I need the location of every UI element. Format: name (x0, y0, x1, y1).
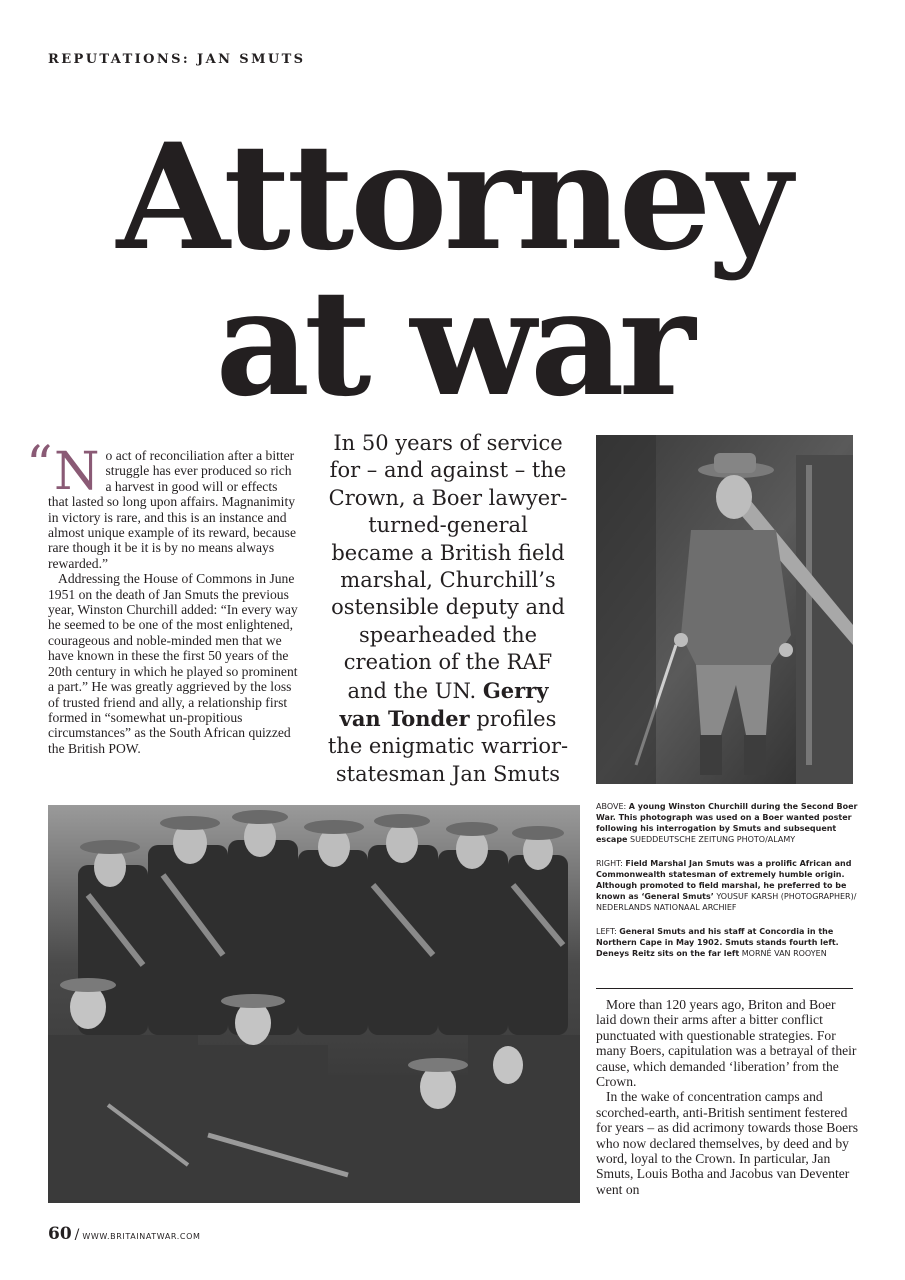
churchill-photo-art (596, 435, 853, 784)
body-column-right (596, 997, 858, 1197)
caption-right-text: Field Marshal Jan Smuts was a prolific African and Commonwealth statesman of extremely humble origin. Although promoted to field marshal, he preferred to be known as ‘General Smuts’ (596, 859, 852, 901)
footer-url[interactable]: WWW.BRITAINATWAR.COM (82, 1232, 201, 1241)
section-label: REPUTATIONS: JAN SMUTS (48, 52, 306, 67)
standfirst-text: In 50 years of service for – and against – the Crown, a Boer lawyer-turned-general became a British field marshal, Churchill’s ostensible deputy and spearheaded the creation of the RAF and the UN. (328, 431, 568, 703)
page-number: 60 (48, 1224, 72, 1244)
smuts-staff-photo (48, 805, 580, 1203)
caption-left (596, 926, 858, 959)
caption-above-tag: ABOVE: (596, 802, 627, 811)
open-quote-mark: “ (26, 436, 53, 496)
caption-right-tag: RIGHT: (596, 859, 623, 868)
standfirst-author: Gerry van Tonder (339, 677, 549, 732)
caption-left-text: General Smuts and his staff at Concordia in the Northern Cape in May 1902. Smuts stands fourth left. Deneys Reitz sits on the far left (596, 927, 839, 958)
body-paragraph-2: In the wake of concentration camps and scorched-earth, anti-British sentiment festered for years – as did acrimony towards those Boers who now declared themselves, by deed and by word, loyal to the Crown. In particular, Jan Smuts, Louis Botha and Jacobus van Deventer went on (596, 1089, 858, 1197)
smuts-staff-photo-art (48, 805, 580, 1203)
standfirst (326, 430, 570, 788)
headline-line-1: Attorney (116, 112, 789, 283)
intro-paragraph-1: o act of reconciliation after a bitter struggle has ever produced so rich a harvest in good will or effects that lasted so long upon affairs. Magnanimity in victory is rare, and this is an instance and almost unique example of its reward, because rare though it be it is by no means always rewarded.” (48, 448, 296, 571)
intro-paragraph-2: Addressing the House of Commons in June 1951 on the death of Jan Smuts the previous year, Winston Churchill added: “In every way he seemed to be one of the most enlightened, courageous and noble-minded men that we have known in these the first 50 years of the 20th century in which he played so prominent a part.” He was greatly aggrieved by the loss of trusted friend and ally, a relationship first formed in “somewhat un-propitious circumstances” as the South African quizzed the British POW. (48, 571, 298, 756)
caption-above-credit: SUEDDEUTSCHE ZEITUNG PHOTO/ALAMY (630, 835, 796, 844)
caption-left-tag: LEFT: (596, 927, 617, 936)
caption-divider (596, 988, 853, 989)
caption-right (596, 858, 858, 913)
standfirst-tail: profiles the enigmatic warrior-statesman Jan Smuts (327, 707, 569, 786)
caption-above (596, 801, 858, 845)
intro-column (26, 436, 300, 756)
page-footer (48, 1224, 201, 1244)
body-paragraph-1: More than 120 years ago, Briton and Boer laid down their arms after a bitter conflict punctuated with questionable strategies. For many Boers, capitulation was a betrayal of their cause, which demanded ‘liberation’ from the Crown. (596, 997, 857, 1090)
churchill-photo (596, 435, 853, 784)
headline-line-2: at war (215, 258, 690, 429)
caption-above-text: A young Winston Churchill during the Second Boer War. This photograph was used on a Boer wanted poster following his interrogation by Smuts and subsequent escape (596, 802, 858, 844)
footer-separator: / (74, 1227, 80, 1243)
drop-cap: N (54, 442, 100, 502)
photo-captions (596, 801, 858, 972)
intro-quote-block (26, 436, 300, 571)
caption-right-credit: YOUSUF KARSH (PHOTOGRAPHER)/ NEDERLANDS NATIONAAL ARCHIEF (596, 892, 857, 912)
caption-left-credit: MORNÉ VAN ROOYEN (741, 949, 827, 958)
